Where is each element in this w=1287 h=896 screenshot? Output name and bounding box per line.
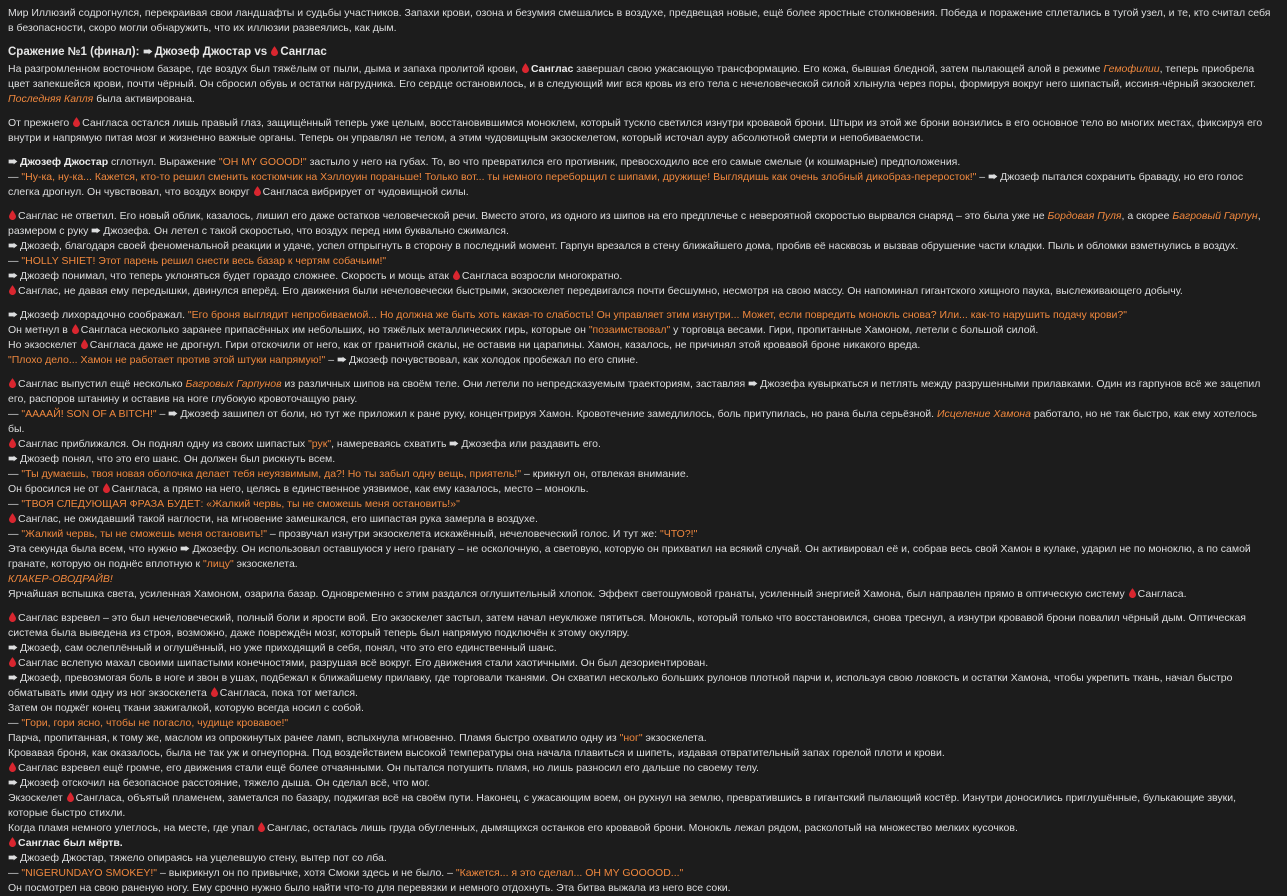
- text-run: Санглас приближался. Он поднял одну из своих шипастых: [18, 438, 309, 450]
- text-run: Джозеф, благодаря своей феноменальной реакции и удаче, успел отпрыгнуть в сторону в последний момент. Гарпун врезался в стену ближайшего дома, пробив её насквозь и вызвав обрушение части кладки. Пыль и обломки взметнулись в воздух.: [20, 240, 1239, 252]
- story-paragraph: [8, 731, 1276, 746]
- text-run: Но экзоскелет: [8, 339, 80, 351]
- text-run: – прозвучал изнутри экзоскелета искажённый, нечеловеческий голос. И тут же:: [266, 528, 660, 540]
- text-run: Сангласа.: [1137, 588, 1187, 600]
- story-paragraph: [8, 656, 1276, 671]
- blood-drop-icon: [211, 687, 218, 697]
- pointing-fist-icon: [988, 172, 998, 181]
- story-paragraph: [8, 239, 1276, 254]
- story-paragraph: [8, 338, 1276, 353]
- blood-drop-icon: [67, 792, 74, 802]
- text-run: Сангласа, а прямо на него, целясь в единственное уязвимое, как ему казалось, место – монокль.: [111, 483, 589, 495]
- text-run: Джозефа. Он летел с такой скоростью, что воздух перед ним буквально сжимался.: [103, 225, 509, 237]
- story-paragraph: [8, 482, 1276, 497]
- story-paragraph: [8, 776, 1276, 791]
- text-run: Сангласа несколько заранее припасённых им небольших, но тяжёлых металлических гирь, которые он: [80, 324, 589, 336]
- text-run: От прежнего: [8, 117, 73, 129]
- text-run: Санглас выпустил ещё несколько: [18, 378, 186, 390]
- text-run: На разгромленном восточном базаре, где воздух был тяжёлым от пыли, дыма и запаха пролитой крови,: [8, 63, 521, 75]
- highlighted-text: "NIGERUNDAYO SMOKEY!": [21, 867, 158, 879]
- highlighted-text: Исцеление Хамона: [937, 408, 1031, 420]
- text-run: была активирована.: [93, 93, 195, 105]
- story-paragraph: [8, 761, 1276, 776]
- story-paragraph: [8, 572, 1276, 587]
- text-run: Санглас: [280, 46, 327, 58]
- text-run: Кровавая броня, как оказалось, была не так уж и огнеупорна. Под воздействием высокой температуры она начала плавиться и шипеть, издавая отвратительный запах горелой плоти и крови.: [8, 747, 945, 759]
- text-run: Джозеф Джостар, тяжело опираясь на уцелевшую стену, вытер пот со лба.: [20, 852, 387, 864]
- highlighted-text: Последняя Капля: [8, 93, 94, 105]
- blood-drop-icon: [72, 324, 79, 334]
- text-run: Санглас, не ожидавший такой наглости, на мгновение замешкался, его шипастая рука замерла в воздухе.: [18, 513, 538, 525]
- highlighted-text: "ТВОЯ СЛЕДУЮЩАЯ ФРАЗА БУДЕТ: «Жалкий червь, ты не сможешь меня остановить!»": [21, 498, 460, 510]
- text-run: —: [8, 255, 22, 267]
- story-paragraph: [8, 323, 1276, 338]
- story-paragraph: [8, 170, 1276, 200]
- highlighted-text: Багровых Гарпунов: [185, 378, 282, 390]
- highlighted-text: "Жалкий червь, ты не сможешь меня остановить!": [21, 528, 267, 540]
- text-run: , а скорее: [1121, 210, 1173, 222]
- highlighted-text: "Ты думаешь, твоя новая оболочка делает тебя неуязвимым, да?! Но ты забыл одну вещь, приятель!": [21, 468, 522, 480]
- story-paragraph: [8, 821, 1276, 836]
- text-run: —: [8, 867, 22, 879]
- text-run: –: [976, 171, 989, 183]
- text-run: Сражение №1 (финал):: [8, 46, 143, 58]
- story-paragraph: [8, 497, 1276, 512]
- highlighted-text: Гемофилии: [1103, 63, 1160, 75]
- story-paragraph: [8, 881, 1276, 896]
- text-run: Ярчайшая вспышка света, усиленная Хамоном, озарила базар. Одновременно с этим раздался оглушительный хлопок. Эффект светошумовой гранаты, усиленный энергией Хамона, был направлен прямо в оптическую систему: [8, 588, 1128, 600]
- story-paragraph: [8, 452, 1276, 467]
- text-run: Сангласа, объятый пламенем, заметался по базару, поджигая всё на своём пути. Наконец, с ужасающим воем, он рухнул на землю, превратившись в гигантский пылающий костёр. Изнутри доносились приглушённые, булькающие звуки, которые быстро стихли.: [8, 792, 1237, 819]
- text-run: экзоскелета.: [233, 558, 298, 570]
- pointing-fist-icon: [449, 439, 459, 448]
- text-run: завершал свою ужасающую трансформацию. Его кожа, бывшая бледной, затем пылающей алой в режиме: [573, 63, 1104, 75]
- text-run: Джозеф почувствовал, как холодок пробежал по его спине.: [348, 354, 639, 366]
- blood-drop-icon: [81, 339, 88, 349]
- text-run: Джозефу. Он использовал оставшуюся у него гранату – не осколочную, а световую, которую он прихватил на всякий случай. Он активировал её и, собрав весь свой Хамон в кулаке, ударил не по моноклю, а по самой гранате, которую он поднёс вплотную к: [8, 543, 1251, 570]
- text-run: Сангласа возросли многократно.: [461, 270, 623, 282]
- text-run: Санглас взревел – это был нечеловеческий, полный боли и ярости вой. Его экзоскелет застыл, затем начал неуклюже пятиться. Монокль, который только что восстановился, снова треснул, а изнутри кровавой брони повалил чёрный дым. Оптическая система была выведена из строя, возможно, даже повреждён мозг, который теперь был напрямую подключён к этому окуляру.: [8, 612, 1246, 639]
- blood-drop-icon: [9, 438, 16, 448]
- text-run: —: [8, 498, 22, 510]
- story-paragraph: [8, 587, 1276, 602]
- story-paragraph: [8, 791, 1276, 821]
- text-run: Экзоскелет: [8, 792, 66, 804]
- text-run: Джозеф, сам ослеплённый и оглушённый, но уже приходящий в себя, понял, что это его единственный шанс.: [20, 642, 557, 654]
- blood-drop-icon: [73, 117, 80, 127]
- text-run: Санглас, не давая ему передышки, двинулся вперёд. Его движения были нечеловечески быстрыми, экзоскелет передвигался почти бесшумно, несмотря на свою массу. Он напоминал гигантского хищного паука, выслеживающего добычу.: [18, 285, 1183, 297]
- text-run: застыло у него на губах. То, во что превратился его противник, превосходило все его самые смелые (и кошмарные) предположения.: [306, 156, 961, 168]
- blood-drop-icon: [522, 63, 529, 73]
- highlighted-text: "ААААЙ! SON OF A BITCH!": [21, 408, 157, 420]
- blood-drop-icon: [254, 186, 261, 196]
- text-run: Джозеф понимал, что теперь уклоняться будет гораздо сложнее. Скорость и мощь атак: [20, 270, 452, 282]
- blood-drop-icon: [271, 46, 278, 56]
- story-paragraph: [8, 62, 1276, 107]
- story-paragraph: [8, 6, 1276, 36]
- highlighted-text: "Плохо дело... Хамон не работает против этой штуки напрямую!": [8, 354, 326, 366]
- story-paragraph: [8, 836, 1276, 851]
- text-run: Джозеф отскочил на безопасное расстояние, тяжело дыша. Он сделал всё, что мог.: [20, 777, 431, 789]
- text-run: Сангласа, пока тот метался.: [219, 687, 358, 699]
- character-name: Санглас был мёртв.: [18, 837, 123, 849]
- text-run: Он бросился не от: [8, 483, 102, 495]
- pointing-fist-icon: [91, 226, 101, 235]
- blood-drop-icon: [103, 483, 110, 493]
- highlighted-text: "OH MY GOOOD!": [218, 156, 307, 168]
- pointing-fist-icon: [8, 157, 18, 166]
- text-run: –: [325, 354, 337, 366]
- pointing-fist-icon: [337, 355, 347, 364]
- blood-drop-icon: [453, 270, 460, 280]
- story-paragraph: [8, 467, 1276, 482]
- blood-drop-icon: [9, 285, 16, 295]
- text-run: Джозефа кувыркаться и петлять между разрушенными прилавками. Один из гарпунов всё же зацепил его, распоров штанину и оставив на ноге глубокую кровоточащую рану.: [8, 378, 1261, 405]
- text-run: —: [8, 408, 22, 420]
- blood-drop-icon: [9, 837, 16, 847]
- text-run: Эта секунда была всем, что нужно: [8, 543, 181, 555]
- text-run: Джозеф зашипел от боли, но тут же приложил к ране руку, концентрируя Хамон. Кровотечение замедлилось, боль притупилась, но рана была серьёзной.: [180, 408, 938, 420]
- story-paragraph: [8, 407, 1276, 437]
- blood-drop-icon: [9, 513, 16, 523]
- pointing-fist-icon: [8, 673, 18, 682]
- story-paragraph: [8, 209, 1276, 239]
- pointing-fist-icon: [8, 310, 18, 319]
- text-run: – выкрикнул он по привычке, хотя Смоки здесь и не было. –: [157, 867, 456, 879]
- story-paragraph: [8, 284, 1276, 299]
- pointing-fist-icon: [8, 643, 18, 652]
- blood-drop-icon: [258, 822, 265, 832]
- pointing-fist-icon: [180, 544, 190, 553]
- story-paragraph: [8, 155, 1276, 170]
- highlighted-text: "позаимствовал": [588, 324, 671, 336]
- text-run: Мир Иллюзий содрогнулся, перекраивая свои ландшафты и судьбы участников. Запахи крови, озона и безумия смешались в воздухе, предвещая новые, ещё более яростные столкновения. Победа и поражение сплетались в тугой узел, и те, кто считал себя в безопасности, скоро могли обнаружить, что их иллюзии развеялись, как дым.: [8, 7, 1271, 34]
- text-run: —: [8, 528, 22, 540]
- text-run: , теперь приобрела цвет запекшейся крови, почти чёрный. Он сбросил обувь и остатки нагрудника. Его сердце остановилось, и в следующий миг вся кровь из его тела с нечеловеческой силой хлынула через поры, формируя вокруг него шипастый, иссиня-чёрный экзоскелет.: [8, 63, 1256, 90]
- text-run: Санглас не ответил. Его новый облик, казалось, лишил его даже остатков человеческой речи. Вместо этого, из одного из шипов на его предплечье с невероятной скоростью вырвался снаряд – это была уже не: [18, 210, 1048, 222]
- text-run: Он метнул в: [8, 324, 71, 336]
- text-run: Санглас вслепую махал своими шипастыми конечностями, разрушая всё вокруг. Его движения стали хаотичными. Он был дезориентирован.: [18, 657, 709, 669]
- blood-drop-icon: [9, 210, 16, 220]
- story-paragraph: [8, 308, 1276, 323]
- blood-drop-icon: [9, 378, 16, 388]
- text-run: Когда пламя немного улеглось, на месте, где упал: [8, 822, 258, 834]
- text-run: Джозеф понял, что это его шанс. Он должен был рискнуть всем.: [20, 453, 336, 465]
- story-paragraph: [8, 746, 1276, 761]
- highlighted-text: "лицу": [202, 558, 234, 570]
- story-paragraph: [8, 641, 1276, 656]
- text-run: Джозефа или раздавить его.: [461, 438, 601, 450]
- pointing-fist-icon: [8, 454, 18, 463]
- story-paragraph: [8, 377, 1276, 407]
- story-paragraph: [8, 851, 1276, 866]
- text-run: Парча, пропитанная, к тому же, маслом из опрокинутых ранее ламп, вспыхнула мгновенно. Пламя быстро охватило одну из: [8, 732, 620, 744]
- text-run: – крикнул он, отвлекая внимание.: [521, 468, 689, 480]
- story-paragraph: [8, 512, 1276, 527]
- pointing-fist-icon: [143, 47, 153, 56]
- story-paragraph: [8, 866, 1276, 881]
- highlighted-text: Бордовая Пуля: [1047, 210, 1122, 222]
- text-run: Джозеф Джостар vs: [154, 46, 271, 58]
- blood-drop-icon: [9, 657, 16, 667]
- story-paragraph: [8, 269, 1276, 284]
- text-run: Джозеф, превозмогая боль в ноге и звон в ушах, подбежал к ближайшему прилавку, где торговали тканями. Он схватил несколько больших рулонов плотной парчи и, используя свою ловкость и остатки Хамона, чтобы укрепить ткань, начал быстро обматывать ими одну из ног экзоскелета: [8, 672, 1233, 699]
- blood-drop-icon: [9, 762, 16, 772]
- highlighted-text: "ЧТО?!": [659, 528, 698, 540]
- story-paragraph: [8, 671, 1276, 701]
- highlighted-text: "Кажется... я это сделал... OH MY GOOOOD...": [455, 867, 684, 879]
- text-run: Санглас, осталась лишь груда обугленных, дымящихся останков его кровавой брони. Монокль лежал рядом, расколотый на множество мелких кусочков.: [267, 822, 1018, 834]
- text-run: Затем он поджёг конец ткани зажигалкой, которую всегда носил с собой.: [8, 702, 364, 714]
- story-paragraph: [8, 611, 1276, 641]
- text-run: у торговца весами. Гири, пропитанные Хамоном, летели с большой силой.: [670, 324, 1039, 336]
- story-paragraph: [8, 716, 1276, 731]
- pointing-fist-icon: [168, 409, 178, 418]
- pointing-fist-icon: [8, 271, 18, 280]
- story-paragraph: [8, 542, 1276, 572]
- blood-drop-icon: [1129, 588, 1136, 598]
- pointing-fist-icon: [748, 379, 758, 388]
- highlighted-text: "Ну-ка, ну-ка... Кажется, кто-то решил сменить костюмчик на Хэллоуин пораньше! Только вот... ты немного переборщил с шипами, дружище! Выглядишь как очень злобный дикобраз-переросток!": [21, 171, 977, 183]
- story-paragraph: [8, 254, 1276, 269]
- text-run: Сангласа даже не дрогнул. Гири отскочили от него, как от гранитной скалы, не оставив ни царапины. Хамон, казалось, не причинял этой кровавой броне никакого вреда.: [89, 339, 921, 351]
- pointing-fist-icon: [8, 853, 18, 862]
- story-paragraph: [8, 353, 1276, 368]
- battle-heading: [8, 45, 1276, 60]
- story-paragraph: [8, 116, 1276, 146]
- highlighted-text: "HOLLY SHIET! Этот парень решил снести весь базар к чертям собачьим!": [21, 255, 387, 267]
- highlighted-text: "Гори, гори ясно, чтобы не погасло, чудище кровавое!": [21, 717, 289, 729]
- pointing-fist-icon: [8, 241, 18, 250]
- text-run: Санглас взревел ещё громче, его движения стали ещё более отчаянными. Он пытался потушить пламя, но лишь разносил его дальше по своему телу.: [18, 762, 759, 774]
- highlighted-text: Багровый Гарпун: [1172, 210, 1258, 222]
- highlighted-text: "Его броня выглядит непробиваемой... Но должна же быть хоть какая-то слабость! Он управляет этим изнутри... Может, если повредить монокль снова? Или... как-то нарушить подачу крови?": [187, 309, 1127, 321]
- text-run: Сангласа вибрирует от чудовищной силы.: [262, 186, 469, 198]
- character-name: Джозеф Джостар: [20, 156, 109, 168]
- text-run: сглотнул. Выражение: [108, 156, 219, 168]
- text-run: работало, но не так быстро, как ему хотелось бы.: [8, 408, 1258, 435]
- text-run: экзоскелета.: [642, 732, 707, 744]
- text-run: Джозеф пытался сохранить браваду, но его голос слегка дрогнул. Он чувствовал, что воздух вокруг: [8, 171, 1244, 198]
- text-run: —: [8, 717, 22, 729]
- character-name: Санглас: [530, 63, 574, 75]
- blood-drop-icon: [9, 612, 16, 622]
- story-paragraph: [8, 437, 1276, 452]
- highlighted-text: "рук": [308, 438, 332, 450]
- text-run: , намереваясь схватить: [331, 438, 450, 450]
- text-run: Джозеф лихорадочно соображал.: [20, 309, 188, 321]
- pointing-fist-icon: [8, 778, 18, 787]
- text-run: —: [8, 468, 22, 480]
- story-paragraph: [8, 527, 1276, 542]
- text-run: , размером с руку: [8, 210, 1261, 237]
- text-run: Он посмотрел на свою раненую ногу. Ему срочно нужно было найти что-то для перевязки и немного отдохнуть. Эта битва выжала из него все соки.: [8, 882, 731, 894]
- text-run: —: [8, 171, 22, 183]
- story-paragraph: [8, 701, 1276, 716]
- highlighted-text: КЛАКЕР-ОВОДРАЙВ!: [8, 573, 113, 585]
- text-run: –: [156, 408, 169, 420]
- text-run: из различных шипов на своём теле. Они летели по непредсказуемым траекториям, заставляя: [281, 378, 749, 390]
- highlighted-text: "ног": [619, 732, 643, 744]
- text-run: Сангласа остался лишь правый глаз, защищённый теперь уже целым, восстановившимся моноклем, который тускло светился изнутри кровавой брони. Штыри из этой же брони вонзились в его основное тело во многих местах, фиксируя его внутри и напрямую питая мозг и жизненно важные органы. Теперь он управлял не телом, а этим чудовищным экзоскелетом, который источал ауру абсолютной смерти и непобиваемости.: [8, 117, 1263, 144]
